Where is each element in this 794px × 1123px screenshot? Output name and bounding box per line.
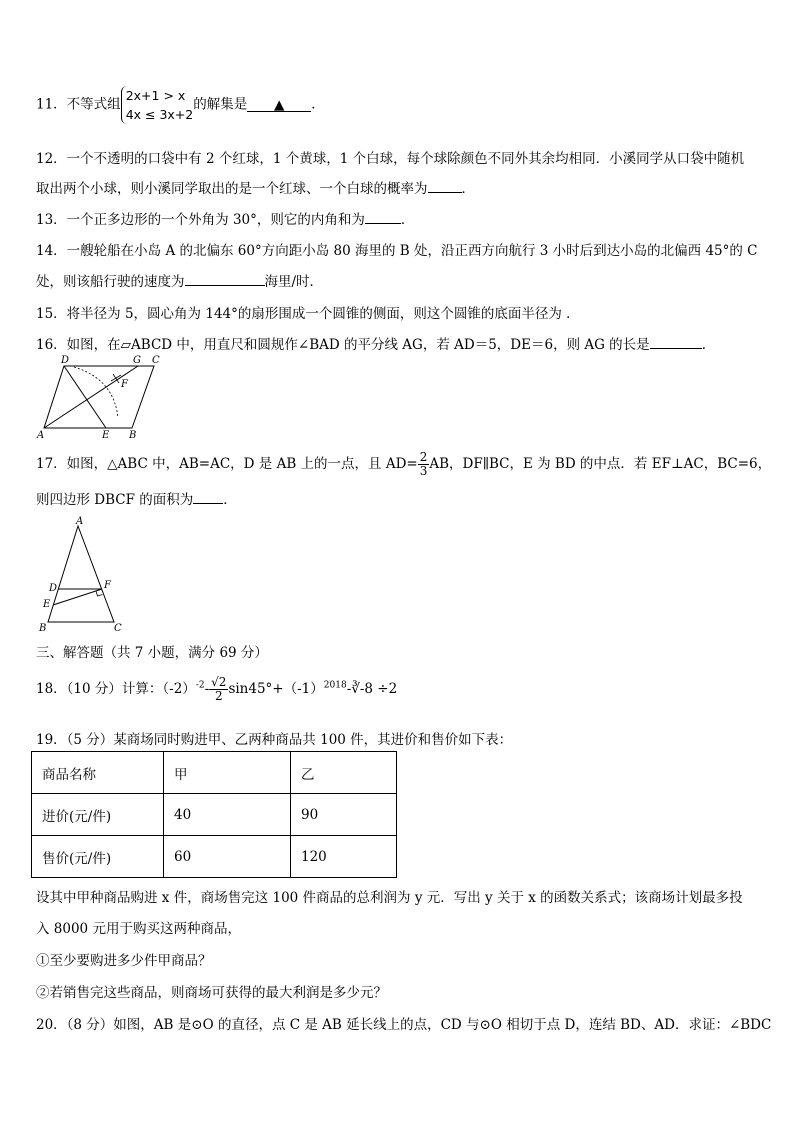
- label-g: G: [133, 355, 141, 366]
- segment-ef: [53, 589, 102, 605]
- q13-end: ．: [400, 212, 415, 228]
- question-20: 20．（8 分）如图，AB 是⊙O 的直径，点 C 是 AB 延长线上的点，CD 与⊙O 相切于点 D，连结 BD、AD．求证：∠BDC: [36, 1017, 772, 1033]
- q18-prefix: 18．（10 分）计算：（-2）: [36, 681, 196, 697]
- question-13: [36, 208, 414, 228]
- answer-placeholder-mark: ▲: [274, 96, 285, 113]
- q17-end: ．: [223, 492, 237, 508]
- question-19-text1: 设其中甲种商品购进 x 件，商场售完这 100 件商品的总利润为 y 元．写出 y 关于 x 的函数关系式；该商场计划最多投: [36, 890, 743, 906]
- bisector-ag: [44, 366, 138, 428]
- label-d: D: [49, 583, 58, 594]
- q17-text-b: AB，DF∥BC，E 为 BD 的中点．若 EF⊥AC，BC=6，: [429, 456, 772, 472]
- label-a: A: [37, 430, 45, 441]
- question-19-sub2: ②若销售完这些商品，则商场可获得的最大利润是多少元？: [36, 985, 387, 1001]
- parallelogram-figure: [34, 354, 164, 444]
- table-cell: 售价(元/件): [32, 836, 164, 878]
- segment-de: [64, 366, 106, 428]
- q16-answer-blank: [650, 334, 702, 349]
- q18-mid: sin45°+（-1）: [228, 681, 324, 697]
- table-cell: 进价(元/件): [32, 794, 164, 836]
- table-row: [32, 836, 397, 878]
- q16-text: 16．如图，在▱ABCD 中，用直尺和圆规作∠BAD 的平分线 AG，若 AD＝5，DE＝6，则 AG 的长是: [36, 337, 650, 353]
- triangle-abc: [48, 526, 114, 622]
- q18-exponent-1: -2: [195, 680, 205, 691]
- question-19-text2: 入 8000 元用于购买这两种商品，: [36, 921, 241, 937]
- question-14-line2: [36, 270, 323, 290]
- question-18: [36, 676, 397, 703]
- label-d: D: [61, 355, 70, 366]
- parallelogram-abcd: [44, 366, 154, 428]
- q11-answer-blank: [247, 97, 311, 112]
- fraction-numerator: √2: [211, 675, 227, 689]
- inequality-1: 2x+1 > x: [125, 88, 186, 103]
- label-e: E: [43, 599, 51, 610]
- q11-end: ．: [311, 96, 325, 113]
- table-cell: 60: [164, 836, 291, 878]
- inequality-2: 4x ≤ 3x+2: [125, 107, 194, 122]
- label-f: F: [104, 580, 111, 591]
- q17-text: 则四边形 DBCF 的面积为: [36, 492, 194, 508]
- q12-answer-blank: [428, 178, 462, 193]
- fraction-denominator: 3: [419, 464, 428, 478]
- label-f: F: [121, 379, 128, 390]
- table-header-cell: 甲: [164, 752, 291, 794]
- label-e: E: [102, 430, 110, 441]
- question-15: 15．将半径为 5，圆心角为 144°的扇形围成一个圆锥的侧面，则这个圆锥的底面半径为 ．: [36, 306, 580, 322]
- q14-end: 海里/时．: [264, 274, 324, 290]
- table-cell: 120: [291, 836, 397, 878]
- label-c: C: [114, 623, 122, 634]
- q14-text: 处，则该船行驶的速度为: [36, 274, 185, 290]
- q17-answer-blank: [193, 489, 223, 504]
- q12-end: ．: [461, 181, 475, 197]
- question-16: [36, 333, 715, 353]
- section-3-title: 三、解答题（共 7 小题，满分 69 分）: [36, 645, 268, 661]
- q11-prefix: 11．不等式组: [36, 96, 121, 113]
- fraction-two-thirds: [418, 451, 430, 478]
- q12-text: 取出两个小球，则小溪同学取出的是一个红球、一个白球的概率为: [36, 181, 428, 197]
- q13-answer-blank: [365, 209, 401, 224]
- table-cell: 40: [164, 794, 291, 836]
- table-row: [32, 794, 397, 836]
- table-header-cell: 商品名称: [32, 752, 164, 794]
- question-14-line1: 14．一艘轮船在小岛 A 的北偏东 60°方向距小岛 80 海里的 B 处，沿正西方向航行 3 小时后到达小岛的北偏西 45°的 C: [36, 243, 758, 259]
- q16-end: ．: [701, 337, 716, 353]
- label-b: B: [39, 623, 47, 634]
- label-b: B: [129, 430, 137, 441]
- table-header-cell: 乙: [291, 752, 397, 794]
- triangle-figure: [34, 514, 134, 634]
- question-12-line2: [36, 177, 475, 197]
- label-a: A: [76, 516, 84, 527]
- table-cell: 90: [291, 794, 397, 836]
- q14-answer-blank: [185, 271, 265, 286]
- q17-text-a: 17．如图，△ABC 中，AB=AC，D 是 AB 上的一点，且 AD=: [36, 456, 418, 472]
- inequality-system: [121, 86, 194, 124]
- table-row: [32, 752, 397, 794]
- label-c: C: [152, 355, 160, 366]
- question-11: [36, 86, 325, 124]
- question-12-line1: 12．一个不透明的口袋中有 2 个红球，1 个黄球，1 个白球，每个球除颜色不同外其余均相同．小溪同学从口袋中随机: [36, 151, 745, 167]
- price-table: [31, 751, 397, 878]
- q18-minus: -: [204, 681, 210, 697]
- q18-root: -∛-8 ÷2: [346, 681, 398, 697]
- fraction-root2-over-2: [209, 676, 228, 703]
- fraction-numerator: 2: [419, 450, 428, 464]
- compass-arc: [74, 367, 118, 418]
- fraction-denominator: 2: [214, 689, 223, 703]
- question-17-line2: [36, 488, 237, 508]
- right-angle-mark: [96, 591, 103, 596]
- q18-exponent-2: 2018: [323, 680, 347, 691]
- question-17-line1: [36, 451, 771, 478]
- q11-suffix: 的解集是: [193, 96, 248, 113]
- question-19-sub1: ①至少要购进多少件甲商品？: [36, 953, 212, 969]
- q13-text: 13．一个正多边形的一个外角为 30°，则它的内角和为: [36, 212, 365, 228]
- question-19-intro: 19．（5 分）某商场同时购进甲、乙两种商品共 100 件，其进价和售价如下表：: [36, 732, 513, 748]
